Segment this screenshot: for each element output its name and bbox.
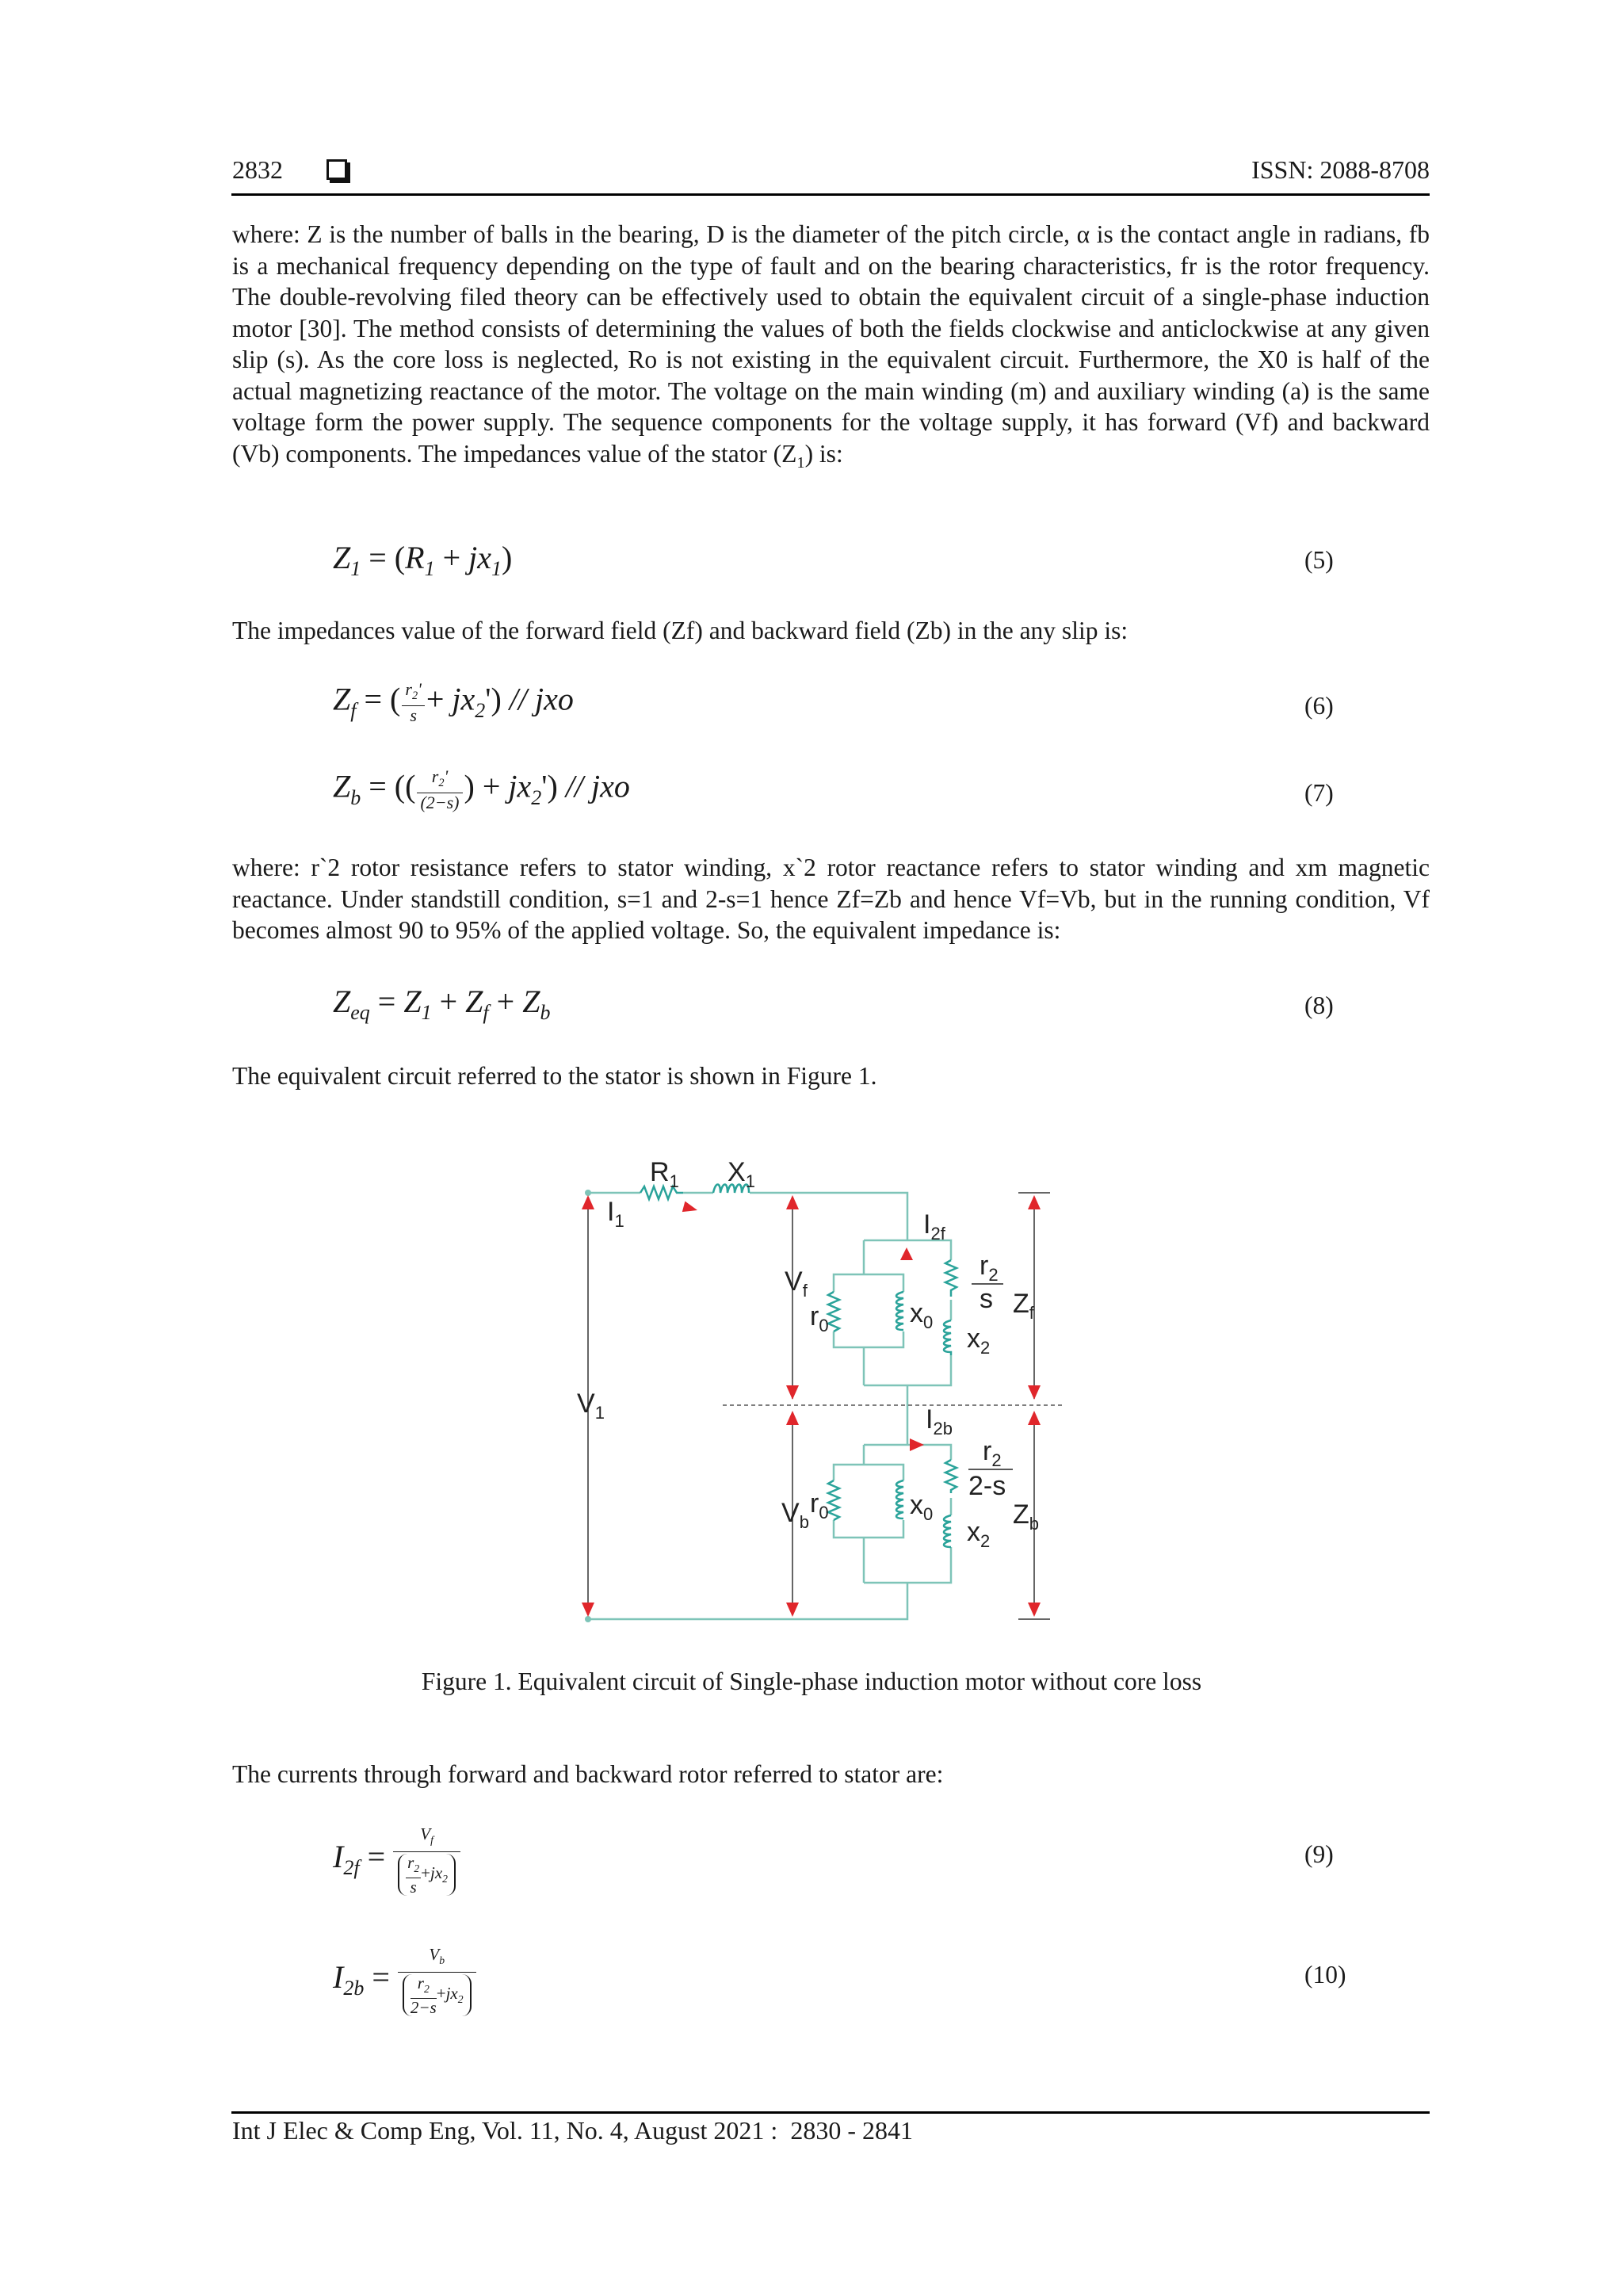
resistor-r2-forward bbox=[945, 1260, 957, 1297]
label-r2-backward: $r_2$ bbox=[983, 1436, 1002, 1470]
label-2-minus-s: 2-s bbox=[968, 1471, 1006, 1501]
resistor-r2-backward bbox=[945, 1460, 957, 1493]
resistor-r0-backward bbox=[828, 1480, 839, 1520]
equation-7: $Z_b$ = (( $\frac{r_2'}{(2-s)}$ ) + $jx_2'$) // jxo bbox=[333, 766, 630, 812]
label-r1: $R_1$ bbox=[650, 1157, 679, 1191]
label-r2-forward: $r_2$ bbox=[980, 1251, 999, 1285]
circuit-wires bbox=[588, 1193, 951, 1619]
label-r0-forward: $r_0$ bbox=[810, 1301, 829, 1335]
header-rule bbox=[231, 193, 1430, 196]
header-square-icon bbox=[327, 159, 347, 180]
terminal-bottom bbox=[585, 1616, 591, 1622]
equation-10: $I_{2b}$ = $\frac{V_b}{\frac{r_2}{2-s}+jx_2}$ bbox=[333, 1943, 476, 2018]
terminal-top bbox=[585, 1190, 591, 1196]
figure-caption: Figure 1. Equivalent circuit of Single-phase induction motor without core loss bbox=[421, 1668, 1202, 1695]
intro-paragraph: where: Z is the number of balls in the bearing, D is the diameter of the pitch circle, α is the contact angle in radians, fb is a mechanical frequency depending on the type of fault and on the bearing characteristics, fr is the rotor frequency. The double-revolving filed theory can be effectively used to obtain the equivalent circuit of a single-phase induction motor [30]. The method consists of determining the values of both the fields clockwise and anticlockwise at any given slip (s). As the core loss is neglected, Ro is not existing in the equivalent circuit. Furthermore, the X0 is half of the actual magnetizing reactance of the motor. The voltage on the main winding (m) and auxiliary winding (a) is the same voltage form the power supply. The sequence components for the voltage supply, it has forward (Vf) and backward (Vb) components. The impedances value of the stator $(Z_1)$ is: bbox=[232, 220, 1430, 472]
label-zf: $Z_f$ bbox=[1013, 1289, 1034, 1323]
equation-6-number: (6) bbox=[1304, 692, 1334, 720]
label-x2-forward: $x_2$ bbox=[967, 1324, 991, 1358]
label-s: s bbox=[980, 1284, 993, 1314]
forward-backward-paragraph: The impedances value of the forward field (Zf) and backward field (Zb) in the any slip is: bbox=[232, 617, 1128, 644]
page-number: 2832 bbox=[232, 155, 283, 184]
label-x0-backward: $x_0$ bbox=[910, 1490, 934, 1524]
arrows bbox=[582, 1195, 1041, 1617]
issn: ISSN: 2088-8708 bbox=[1251, 155, 1430, 184]
label-x0-forward: $x_0$ bbox=[910, 1298, 934, 1332]
label-i1: $I_1$ bbox=[607, 1197, 624, 1231]
equation-9-number: (9) bbox=[1304, 1840, 1334, 1868]
equation-8: $Z_{eq} = Z_1 + Z_f + Z_b$ bbox=[333, 984, 551, 1025]
label-i2b: $I_{2b}$ bbox=[926, 1404, 953, 1438]
equation-9: $I_{2f}$ = $\frac{V_f}{\frac{r_2}{s}+jx_2}$ bbox=[333, 1823, 460, 1897]
figure-reference-paragraph: The equivalent circuit referred to the stator is shown in Figure 1. bbox=[232, 1062, 877, 1090]
equation-8-number: (8) bbox=[1304, 991, 1334, 1019]
currents-paragraph: The currents through forward and backward rotor referred to stator are: bbox=[232, 1760, 944, 1788]
equivalent-circuit-figure bbox=[555, 1141, 1094, 1648]
footer-rule bbox=[231, 2111, 1430, 2114]
label-zb: $Z_b$ bbox=[1013, 1499, 1040, 1534]
resistor-r0-forward bbox=[828, 1292, 839, 1331]
inductor-x0-backward bbox=[896, 1480, 903, 1519]
label-r0-backward: $r_0$ bbox=[810, 1488, 829, 1522]
label-vb: $V_b$ bbox=[781, 1498, 809, 1532]
inductor-x0-forward bbox=[896, 1292, 903, 1330]
equation-6: $Z_f$ = ( $\frac{r_2'}{s}$ + $jx_2'$) // jxo bbox=[333, 679, 574, 725]
equation-10-number: (10) bbox=[1304, 1961, 1346, 1988]
footer-journal: Int J Elec & Comp Eng, Vol. 11, No. 4, August 2021 : 2830 - 2841 bbox=[232, 2116, 913, 2145]
label-vf: $V_f$ bbox=[785, 1266, 808, 1301]
label-i2f: $I_{2f}$ bbox=[923, 1209, 945, 1244]
equation-5: $Z_1 = (R_1 + jx_1)$ bbox=[333, 540, 513, 581]
label-x2-backward: $x_2$ bbox=[967, 1517, 991, 1551]
equation-7-number: (7) bbox=[1304, 779, 1334, 807]
equation-5-number: (5) bbox=[1304, 546, 1334, 574]
inductor-x2-forward bbox=[944, 1320, 951, 1355]
label-x1: $X_1$ bbox=[727, 1157, 755, 1191]
rotor-paragraph: where: r`2 rotor resistance refers to stator winding, x`2 rotor reactance refers to stator winding and xm magnetic reactance. Under standstill condition, s=1 and 2-s=1 hence Zf=Zb and hence Vf=Vb, but in the running condition, Vf becomes almost 90 to 95% of the applied voltage. So, the equivalent impedance is: bbox=[232, 854, 1430, 944]
label-v1: $V_1$ bbox=[577, 1389, 605, 1423]
inductor-x2-backward bbox=[944, 1515, 951, 1547]
